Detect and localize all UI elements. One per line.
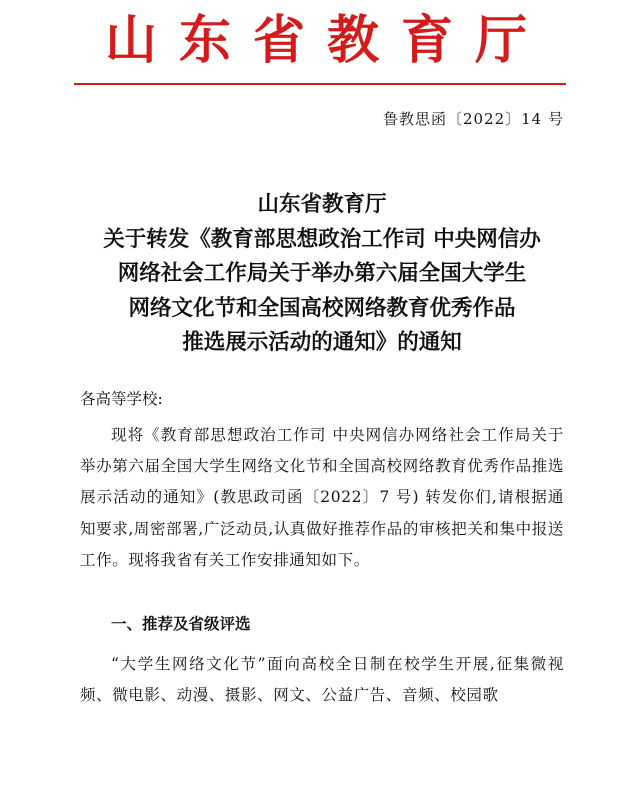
issuer-masthead: 山东省教育厅 [104,10,549,71]
salutation: 各高等学校: [80,390,163,408]
section-heading-1: 一、推荐及省级评选 [111,615,251,633]
title-line: 推选展示活动的通知》的通知 [182,330,462,355]
document-number: 鲁教思函〔2022〕14 号 [382,110,564,128]
body-paragraph-2: “大学生网络文化节”面向高校全日制在校学生开展,征集微视频、微电影、动漫、摄影、网文、公益广告、音频、校园歌 [80,655,564,705]
title-line: 网络文化节和全国高校网络教育优秀作品 [128,295,516,321]
body-paragraph-1: 现将《教育部思想政治工作司 中央网信办网络社会工作局关于举办第六届全国大学生网络文化节和全国高校网络教育优秀作品推选展示活动的通知》(教思政司函〔2022〕7 号) 转发你们,请根据通知要求,周密部署,广泛动员,认真做好推荐作品的审核把关和集中报送工作。现将我省有关工作安排通知如下。 [80,426,564,569]
document-title [60,188,584,361]
title-line: 网络社会工作局关于举办第六届全国大学生 [117,261,527,286]
title-line: 关于转发《教育部思想政治工作司 中央网信办 [103,226,541,252]
red-divider-line [74,83,566,85]
title-line: 山东省教育厅 [257,192,387,217]
